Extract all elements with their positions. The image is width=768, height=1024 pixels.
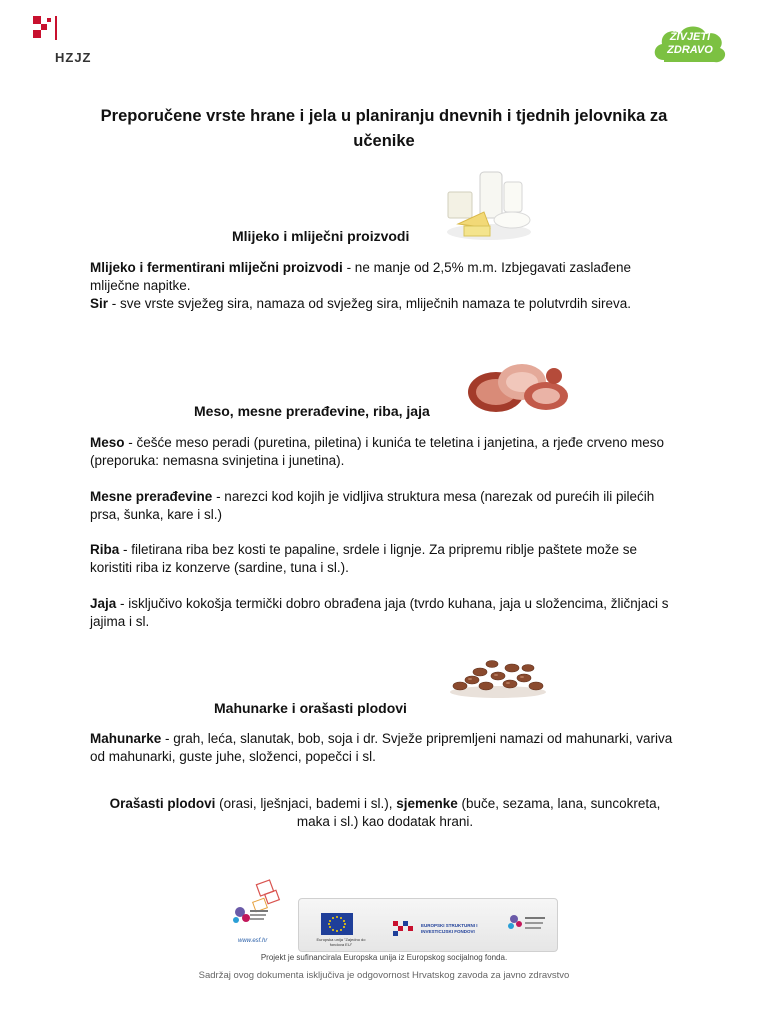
term: Riba xyxy=(90,542,120,557)
hzjz-logo-text: HZJZ xyxy=(55,50,92,65)
description: - narezci kod kojih je vidljiva struktura mesa (narezak od purećih ili pilećih prsa, šunka, kare i sl.) xyxy=(90,489,655,522)
description-seeds: (buče, sezama, lana, suncokreta, maka i sl.) kao dodatak hrani. xyxy=(296,796,661,829)
term: Sir xyxy=(90,296,109,311)
term-nuts: Orašasti plodovi xyxy=(109,796,216,811)
description-nuts: (orasi, lješnjaci, bademi i sl.), xyxy=(215,796,397,811)
paragraph-dairy-milk xyxy=(90,259,680,295)
paragraph-processed-meat xyxy=(90,488,680,524)
term: Mlijeko i fermentirani mliječni proizvodi xyxy=(90,260,343,275)
eu-flag-icon xyxy=(321,913,353,935)
ministry-logo-icon xyxy=(507,911,551,939)
term: Meso xyxy=(90,435,125,450)
section-heading-legumes: Mahunarke i orašasti plodovi xyxy=(214,700,407,716)
meat-products-icon xyxy=(466,354,570,416)
paragraph-dairy-cheese xyxy=(90,295,680,313)
paragraph-eggs xyxy=(90,595,680,631)
hzjz-logo-mark-icon xyxy=(30,14,70,44)
eu-funds-banner xyxy=(298,898,558,952)
zivjeti-zdravo-logo xyxy=(650,20,730,68)
description: - grah, leća, slanutak, bob, soja i dr. Svježe pripremljeni namazi od mahunarki, variva od mahunarki, guste juhe, složenci, popečci i sl. xyxy=(90,731,673,764)
term: Mesne prerađevine xyxy=(90,489,213,504)
esf-url: www.esf.hr xyxy=(238,938,268,944)
section-heading-meat: Meso, mesne prerađevine, riba, jaja xyxy=(194,403,430,419)
esf-logo xyxy=(228,878,294,948)
description: - sve vrste svježeg sira, namaza od svježeg sira, mliječnih namaza te polutvrdih sireva. xyxy=(108,296,631,311)
dairy-products-icon xyxy=(444,166,534,242)
page-title: Preporučene vrste hrane i jela u planiranju dnevnih i tjednih jelovnika za učenike xyxy=(100,107,668,150)
hzjz-logo xyxy=(30,14,110,66)
term-seeds: sjemenke xyxy=(396,796,458,811)
description: - filetirana riba bez kosti te papaline, srdele i lignje. Za pripremu riblje paštete može se koristiti riba iz konzerve (sardine, tuna i sl.). xyxy=(90,542,638,575)
esf-logo-icon xyxy=(228,878,294,938)
cofinanced-note: Projekt je sufinancirala Europska unija iz Europskog socijalnog fonda. xyxy=(260,953,508,962)
description: - češće meso peradi (puretina, piletina) i kunića te teletina i janjetina, a rjeđe crveno meso (preporuka: nemasna svinjetina i junetina). xyxy=(90,435,665,468)
paragraph-fish xyxy=(90,541,680,577)
term: Jaja xyxy=(90,596,117,611)
paragraph-nuts-seeds xyxy=(95,795,675,831)
beans-icon xyxy=(446,656,550,700)
logo-line-1: ŽIVJETI xyxy=(669,31,711,43)
description: - ne manje od 2,5% m.m. Izbjegavati zaslađene mliječne napitke. xyxy=(90,260,631,293)
term: Mahunarke xyxy=(90,731,162,746)
section-heading-dairy: Mlijeko i mliječni proizvodi xyxy=(232,228,410,244)
paragraph-legumes xyxy=(90,730,680,766)
croatian-checker-icon xyxy=(393,921,419,937)
paragraph-meat xyxy=(90,434,680,470)
footer-disclaimer: Sadržaj ovog dokumenta isključiva je odgovornost Hrvatskog zavoda za javno zdravstvo xyxy=(198,970,570,981)
description: - isključivo kokošja termički dobro obrađena jaja (tvrdo kuhana, jaja u složencima, žličnjaci s jajima i sl. xyxy=(90,596,669,629)
esif-label: EUROPSKI STRUKTURNI I INVESTICIJSKI FONDOVI xyxy=(421,923,478,934)
eu-caption: Europska unija "Zajedno do fondova EU" xyxy=(316,937,366,947)
logo-line-2: ZDRAVO xyxy=(667,44,713,56)
